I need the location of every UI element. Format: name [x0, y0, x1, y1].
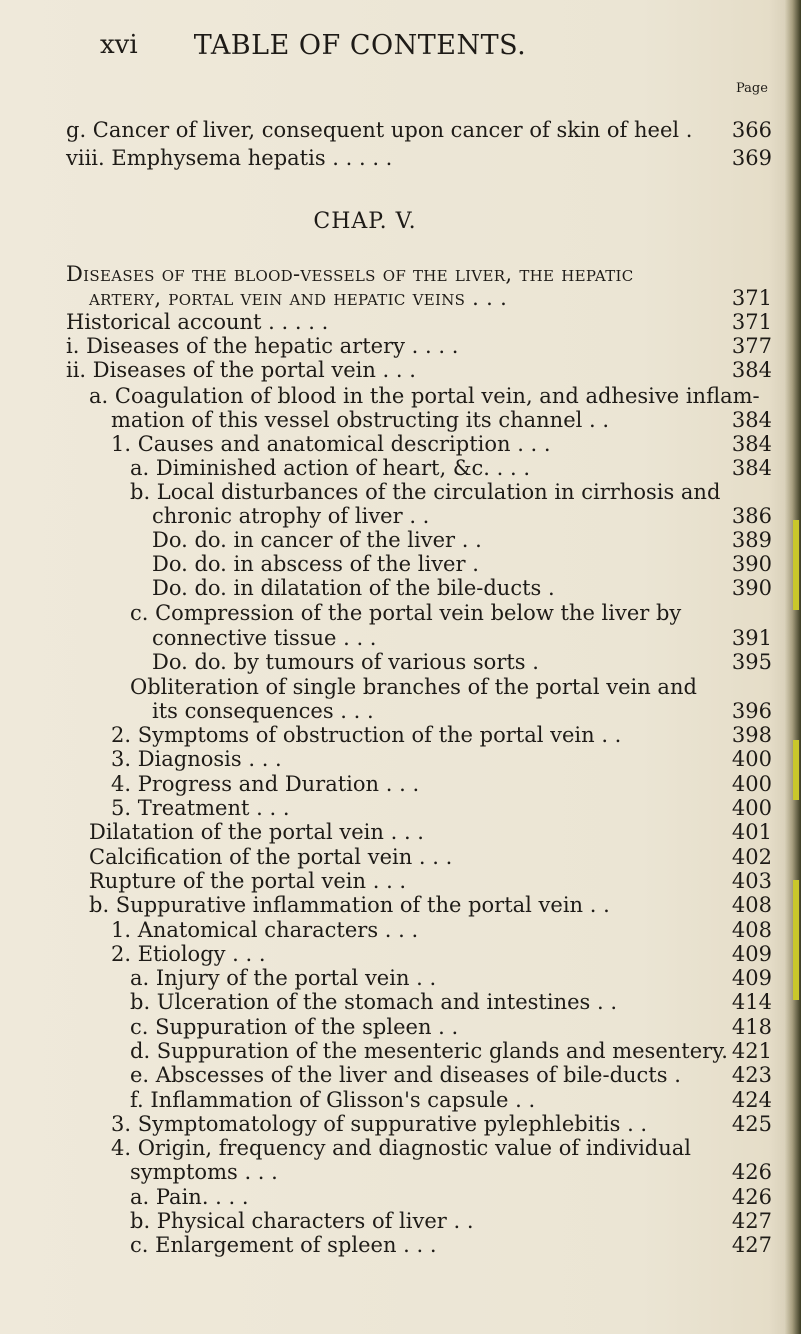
toc-entry-title: e. Abscesses of the liver and diseases of bile-ducts .: [130, 1063, 681, 1087]
toc-entry-title: 3. Diagnosis . . .: [111, 747, 282, 771]
toc-entry-title: Diseases of the blood-vessels of the liver, the hepatic: [66, 262, 634, 286]
toc-entry-page: 398: [731, 723, 772, 747]
toc-entry-title: connective tissue . . .: [152, 626, 377, 650]
toc-entry: [0, 869, 801, 893]
toc-entry: [0, 310, 801, 334]
toc-entry-title: c. Suppuration of the spleen . .: [130, 1015, 459, 1039]
toc-entry-title: c. Enlargement of spleen . . .: [130, 1233, 437, 1257]
toc-entry-page: 371: [731, 286, 772, 310]
toc-entry: [0, 1185, 801, 1209]
toc-entry-title: 3. Symptomatology of suppurative pylephlebitis . .: [111, 1112, 648, 1136]
toc-entry-page: 403: [731, 869, 772, 893]
toc-entry-page: 390: [731, 576, 772, 600]
toc-entry-page: 400: [731, 772, 772, 796]
toc-entry: [0, 1112, 801, 1136]
toc-entry-title: mation of this vessel obstructing its channel . .: [111, 408, 610, 432]
toc-entry: [0, 893, 801, 917]
toc-entry: [0, 504, 801, 528]
toc-entry-title: Historical account . . . . .: [66, 310, 329, 334]
toc-entry-title: c. Compression of the portal vein below the liver by: [130, 601, 682, 625]
toc-entry: [0, 118, 801, 142]
toc-entry: [0, 528, 801, 552]
toc-entry: [0, 601, 801, 625]
toc-entry: [0, 1063, 801, 1087]
toc-entry-page: 426: [731, 1160, 772, 1184]
toc-entry-page: 366: [731, 118, 772, 142]
toc-entry: [0, 747, 801, 771]
toc-entry-page: 427: [731, 1209, 772, 1233]
toc-entry-title: 5. Treatment . . .: [111, 796, 290, 820]
toc-entry-title: g. Cancer of liver, consequent upon cancer of skin of heel .: [66, 118, 693, 142]
toc-entry-title: Dilatation of the portal vein . . .: [89, 820, 424, 844]
toc-entry: [0, 334, 801, 358]
toc-entry-page: 414: [731, 990, 772, 1014]
toc-entry: [0, 650, 801, 674]
toc-entry-page: 390: [731, 552, 772, 576]
toc-entry: [0, 1015, 801, 1039]
running-title: TABLE OF CONTENTS.: [193, 30, 527, 61]
toc-entry-page: 402: [731, 845, 772, 869]
toc-entry-title: artery, portal vein and hepatic veins . . .: [89, 286, 508, 310]
page-column-label: Page: [736, 81, 768, 96]
toc-entry-page: 384: [731, 456, 772, 480]
toc-entry: [0, 408, 801, 432]
toc-entry-title: Do. do. by tumours of various sorts .: [152, 650, 539, 674]
toc-entry-page: 386: [731, 504, 772, 528]
toc-entry-page: 409: [731, 966, 772, 990]
toc-entry-title: Do. do. in cancer of the liver . .: [152, 528, 482, 552]
toc-entry-title: b. Suppurative inflammation of the portal vein . .: [89, 893, 610, 917]
toc-entry: [0, 966, 801, 990]
toc-entry-title: b. Physical characters of liver . .: [130, 1209, 474, 1233]
toc-entry: [0, 796, 801, 820]
toc-entry-title: b. Ulceration of the stomach and intestines . .: [130, 990, 617, 1014]
toc-entry-page: 377: [731, 334, 772, 358]
toc-entry: [0, 262, 801, 286]
toc-entry-title: i. Diseases of the hepatic artery . . . .: [66, 334, 459, 358]
toc-entry-title: 1. Causes and anatomical description . . .: [111, 432, 551, 456]
toc-entry-page: 418: [731, 1015, 772, 1039]
toc-entry-page: 384: [731, 432, 772, 456]
toc-entry-title: a. Coagulation of blood in the portal vein, and adhesive inflam-: [89, 384, 760, 408]
toc-entry: [0, 576, 801, 600]
toc-entry-title: a. Injury of the portal vein . .: [130, 966, 437, 990]
toc-entry-title: 4. Origin, frequency and diagnostic value of individual: [111, 1136, 692, 1160]
toc-entry-page: 395: [731, 650, 772, 674]
toc-entry: [0, 432, 801, 456]
toc-entry: [0, 1136, 801, 1160]
toc-entry: [0, 1209, 801, 1233]
toc-entry: [0, 845, 801, 869]
toc-entry: [0, 675, 801, 699]
toc-entry-title: Do. do. in abscess of the liver .: [152, 552, 479, 576]
toc-entry: [0, 146, 801, 170]
toc-entry-page: 408: [731, 893, 772, 917]
toc-entry-page: 369: [731, 146, 772, 170]
toc-entry-title: b. Local disturbances of the circulation in cirrhosis and: [130, 480, 721, 504]
toc-entry: [0, 1233, 801, 1257]
toc-entry: [0, 723, 801, 747]
toc-entry-title: Obliteration of single branches of the portal vein and: [130, 675, 697, 699]
toc-entry-page: 400: [731, 796, 772, 820]
toc-entry-title: d. Suppuration of the mesenteric glands and mesentery.: [130, 1039, 728, 1063]
toc-entry-title: Rupture of the portal vein . . .: [89, 869, 407, 893]
toc-entry: [0, 456, 801, 480]
toc-entry-page: 421: [731, 1039, 772, 1063]
toc-entry-title: Calcification of the portal vein . . .: [89, 845, 453, 869]
toc-entry-page: 423: [731, 1063, 772, 1087]
toc-entry: [0, 1160, 801, 1184]
toc-entry-title: 2. Etiology . . .: [111, 942, 266, 966]
toc-entry-page: 391: [731, 626, 772, 650]
toc-entry: [0, 990, 801, 1014]
toc-entry: [0, 699, 801, 723]
page-number: xvi: [100, 30, 138, 60]
toc-entry-page: 425: [731, 1112, 772, 1136]
toc-entry-page: 409: [731, 942, 772, 966]
toc-entry: [0, 918, 801, 942]
toc-entry-page: 371: [731, 310, 772, 334]
toc-entry-title: a. Diminished action of heart, &c. . . .: [130, 456, 530, 480]
toc-entry-title: chronic atrophy of liver . .: [152, 504, 430, 528]
toc-entry-title: a. Pain. . . .: [130, 1185, 249, 1209]
toc-entry-title: 2. Symptoms of obstruction of the portal vein . .: [111, 723, 622, 747]
toc-entry-page: 427: [731, 1233, 772, 1257]
toc-entry-title: f. Inflammation of Glisson's capsule . .: [130, 1088, 536, 1112]
toc-entry-page: 389: [731, 528, 772, 552]
toc-entry-title: ii. Diseases of the portal vein . . .: [66, 358, 416, 382]
toc-entry: [0, 552, 801, 576]
toc-entry: [0, 626, 801, 650]
toc-entry: [0, 358, 801, 382]
toc-entry-page: 396: [731, 699, 772, 723]
toc-entry-page: 384: [731, 358, 772, 382]
toc-entry-page: 424: [731, 1088, 772, 1112]
toc-entry: [0, 384, 801, 408]
toc-entry: [0, 1088, 801, 1112]
chapter-heading: CHAP. V.: [313, 209, 417, 234]
toc-entry-page: 408: [731, 918, 772, 942]
toc-entry: [0, 772, 801, 796]
toc-entry-page: 384: [731, 408, 772, 432]
toc-entry-page: 426: [731, 1185, 772, 1209]
toc-entry-title: 4. Progress and Duration . . .: [111, 772, 420, 796]
toc-entry: [0, 942, 801, 966]
toc-entry-page: 400: [731, 747, 772, 771]
toc-entry: [0, 1039, 801, 1063]
toc-entry-title: viii. Emphysema hepatis . . . . .: [66, 146, 393, 170]
toc-entry-title: its consequences . . .: [152, 699, 374, 723]
toc-entry-title: symptoms . . .: [130, 1160, 278, 1184]
toc-entry: [0, 286, 801, 310]
toc-entry-title: Do. do. in dilatation of the bile-ducts .: [152, 576, 555, 600]
toc-entry-title: 1. Anatomical characters . . .: [111, 918, 419, 942]
running-header: [0, 30, 801, 70]
toc-entry: [0, 480, 801, 504]
toc-entry-page: 401: [731, 820, 772, 844]
toc-entry: [0, 820, 801, 844]
